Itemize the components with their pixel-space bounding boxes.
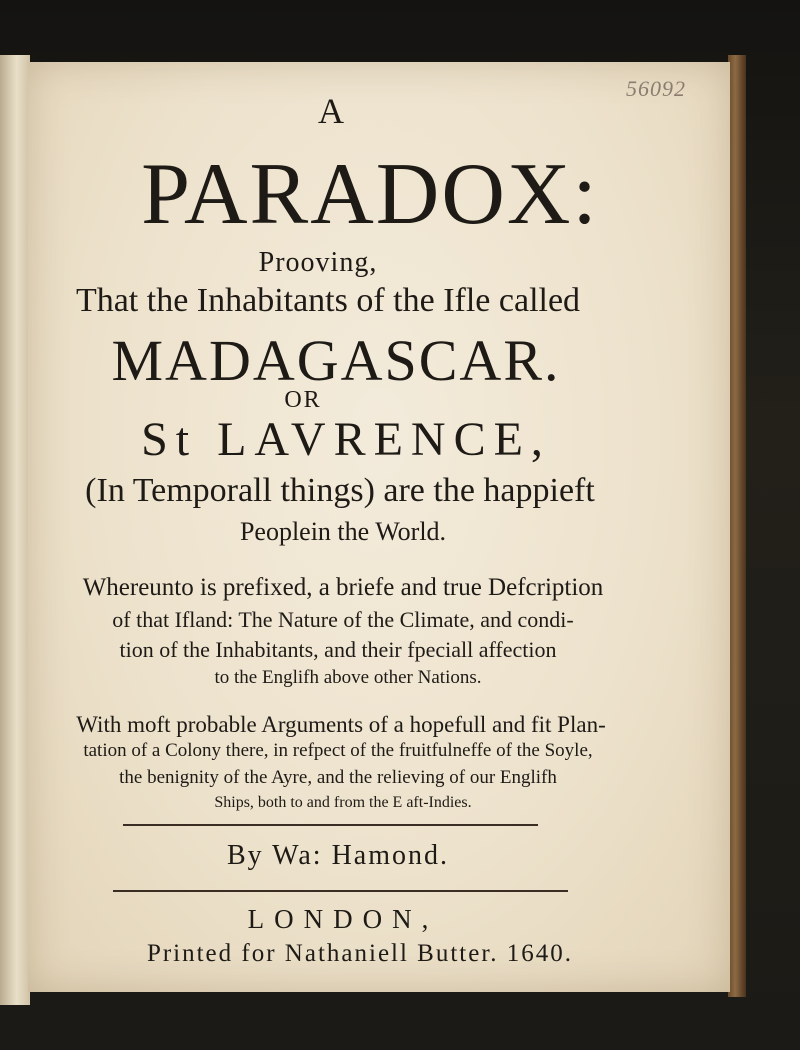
title-page (28, 62, 730, 992)
imprint-place: LONDON, (247, 904, 439, 934)
with-line-1: With moft probable Arguments of a hopefull and fit Plan- (76, 712, 606, 737)
left-page-edge (0, 55, 30, 1005)
rule-lower (113, 890, 568, 892)
place-name: MADAGASCAR. (111, 328, 561, 393)
main-title: PARADOX: (141, 146, 599, 243)
with-line-2: tation of a Colony there, in refpect of the fruitfulneffe of the Soyle, (83, 740, 593, 761)
author-line: By Wa: Hamond. (227, 840, 449, 871)
prooving-line: Prooving, (258, 247, 378, 278)
with-line-4: Ships, both to and from the E aft-Indies. (214, 794, 472, 811)
right-page-edge (728, 55, 746, 997)
whereunto-line-4: to the Englifh above other Nations. (214, 667, 482, 688)
alt-place-name: St LAVRENCE, (141, 413, 551, 466)
whereunto-line-1: Whereunto is prefixed, a briefe and true Defcription (82, 574, 604, 601)
rule-upper (123, 824, 538, 826)
imprint-line: Printed for Nathaniell Butter. 1640. (146, 940, 574, 967)
title-article: A (318, 91, 344, 131)
whereunto-line-2: of that Ifland: The Nature of the Climate, and condi- (112, 607, 574, 632)
or-line: OR (284, 387, 322, 413)
subject-line: That the Inhabitants of the Ifle called (75, 282, 581, 319)
shelfmark: 56092 (626, 76, 686, 101)
claim-line-2: Peoplein the World. (239, 517, 447, 546)
with-line-3: the benignity of the Ayre, and the relieving of our Englifh (119, 767, 557, 788)
claim-line-1: (In Temporall things) are the happieft (85, 472, 595, 509)
whereunto-line-3: tion of the Inhabitants, and their fpeciall affection (119, 637, 557, 662)
